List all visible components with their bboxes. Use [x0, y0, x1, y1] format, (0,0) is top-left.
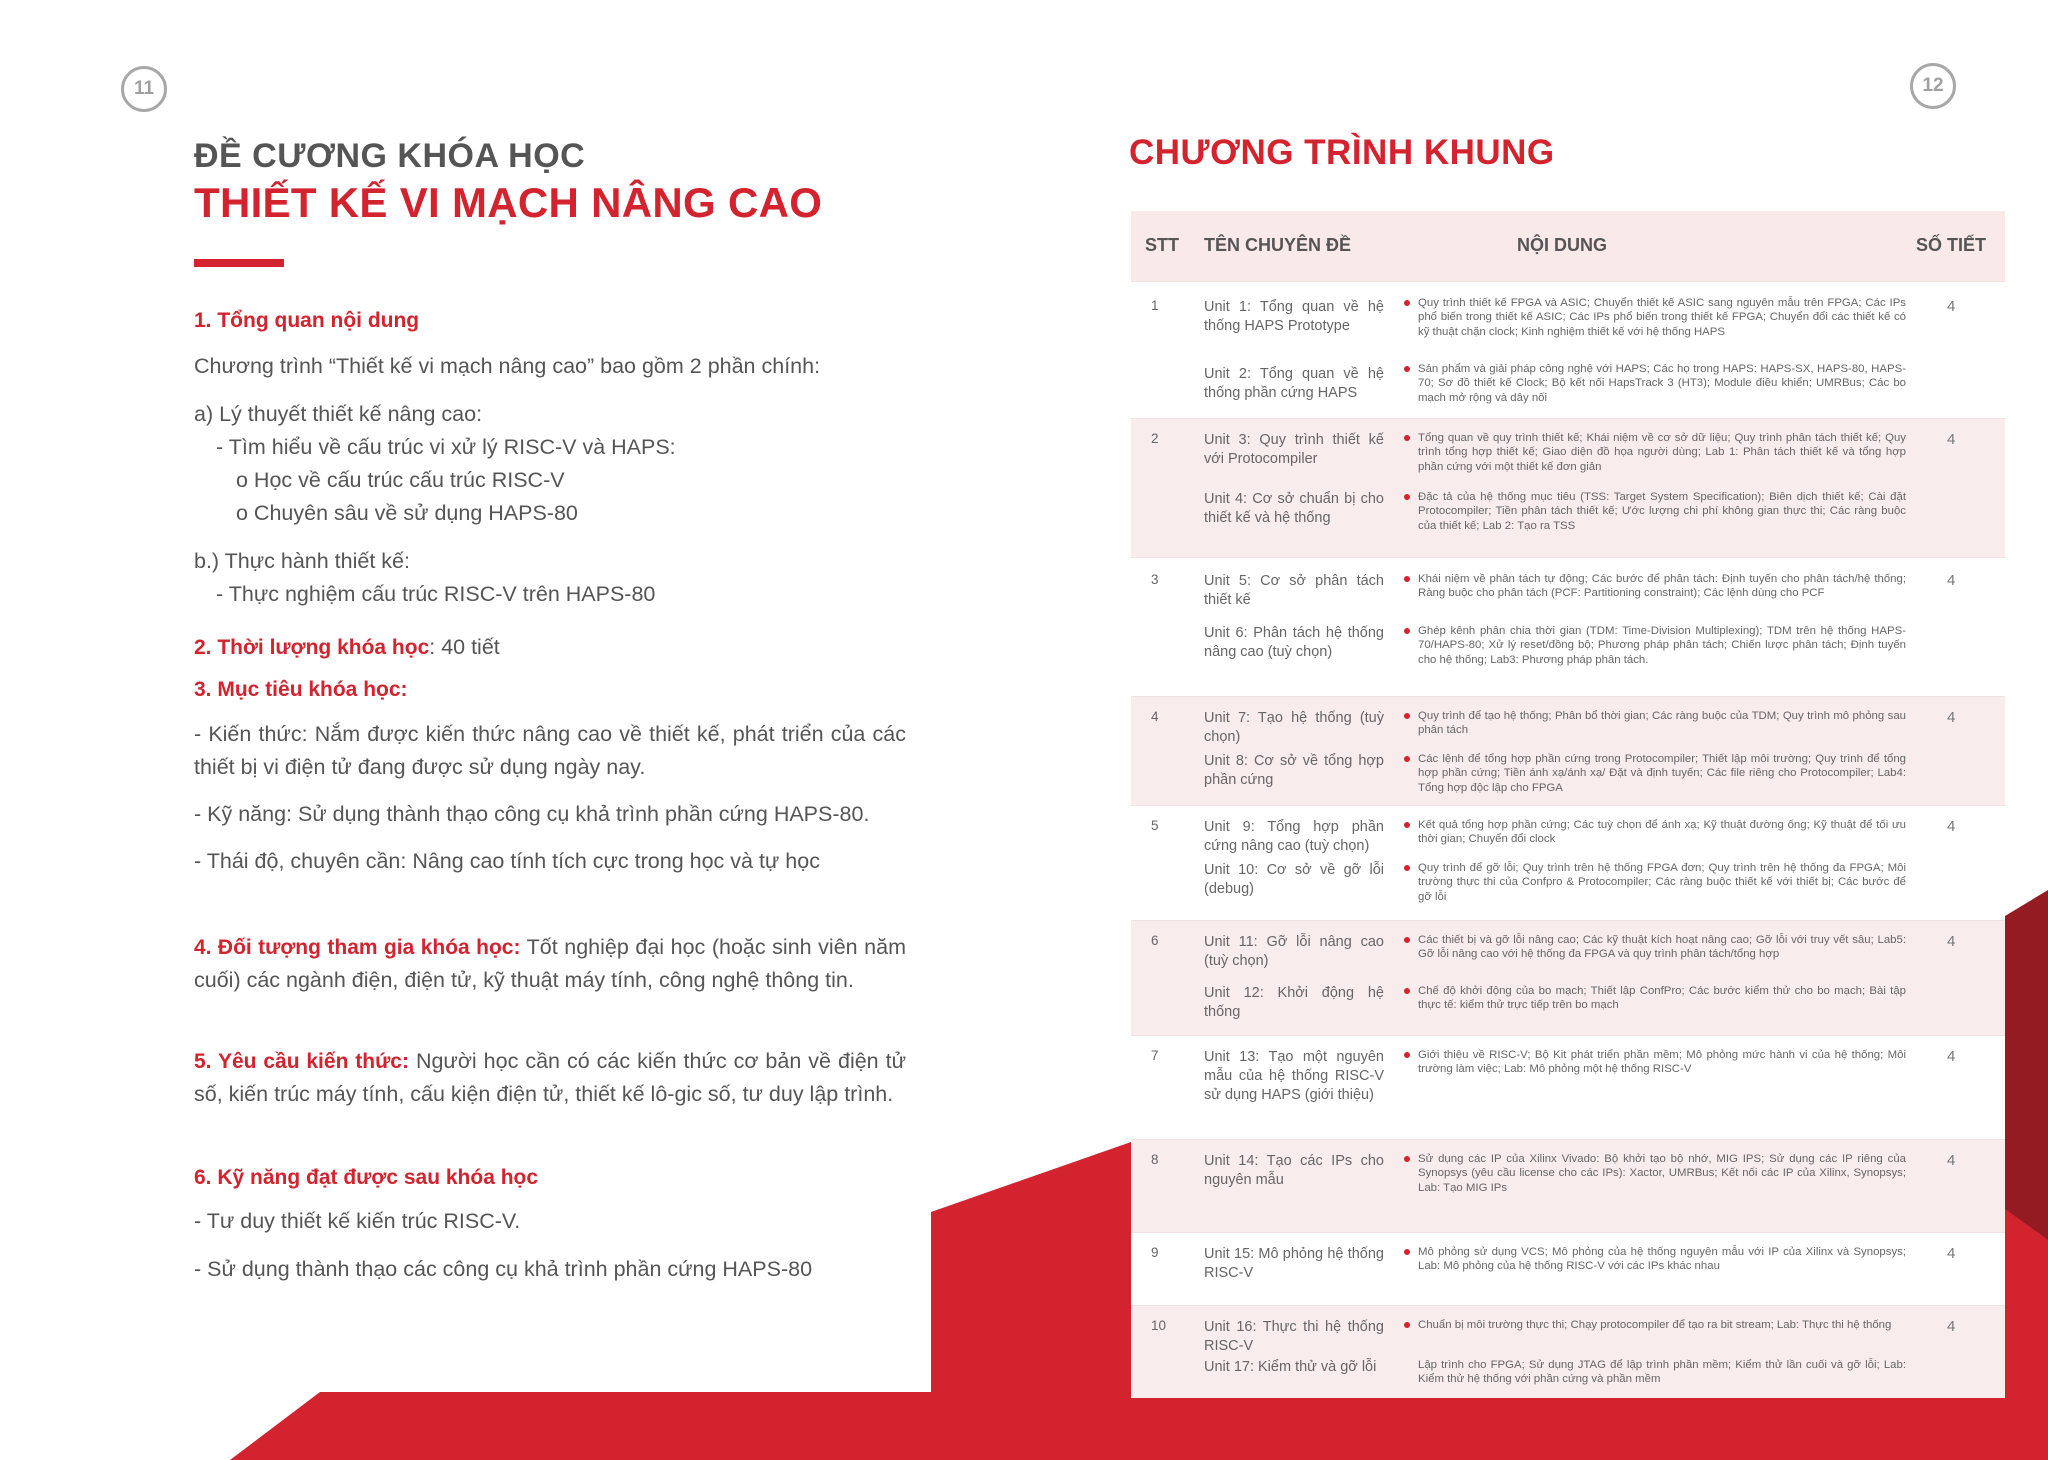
unit-name: Unit 17: Kiểm thử và gỡ lỗi	[1204, 1359, 1377, 1375]
header-stt: STT	[1145, 235, 1179, 255]
table-row	[1131, 281, 2005, 418]
row-number: 5	[1151, 818, 1159, 833]
bullet-icon	[1404, 300, 1410, 306]
outcome-item: - Tư duy thiết kế kiến trúc RISC-V.	[194, 1209, 521, 1233]
row-hours: 4	[1947, 431, 1956, 448]
row-number: 9	[1151, 1245, 1159, 1260]
objective-skills: - Kỹ năng: Sử dụng thành thạo công cụ khả trình phần cứng HAPS-80.	[194, 802, 870, 826]
table-row	[1131, 1305, 2005, 1398]
header-hours: SỐ TIẾT	[1916, 235, 1987, 255]
unit-content: Các lệnh để tổng hợp phần cứng trong Protocompiler; Thiết lập môi trường; Quy trình để tổng hợp phần cứng; Tiền ánh xạ/ánh xạ/ Đặt và định tuyến; Các file riêng cho Protocompiler; Lab4: Tổng hợp độc lập cho FPGA	[1418, 753, 1906, 794]
curriculum-title: CHƯƠNG TRÌNH KHUNG	[1129, 133, 1555, 172]
row-hours: 4	[1947, 818, 1956, 835]
section-duration	[194, 631, 500, 664]
unit-name: Unit 9: Tổng hợp phần cứng nâng cao (tuỳ chọn)	[1204, 819, 1384, 854]
unit-content: Quy trình thiết kế FPGA và ASIC; Chuyển thiết kế ASIC sang nguyên mẫu trên FPGA; Các IPs phổ biến trong thiết kế ASIC; Các IPs phổ biến trong thiết kế FPGA; Chuyển đổi các thiết kế có kỹ thuật chặn clock; Kinh nghiệm thiết kế với hệ thống HAPS	[1418, 297, 1906, 338]
unit-name: Unit 8: Cơ sở về tổng hợp phần cứng	[1204, 753, 1384, 788]
part-b-item: - Thực nghiệm cấu trúc RISC-V trên HAPS-80	[216, 582, 656, 606]
table-row	[1131, 1139, 2005, 1232]
unit-content: Các thiết bị và gỡ lỗi nâng cao; Các kỹ thuật kích hoạt nâng cao; Gỡ lỗi với truy vết sâu; Lab5: Gỡ lỗi nâng cao với hệ thống đa FPGA và quy trình phân tách/tổng hợp	[1418, 934, 1906, 961]
unit-name: Unit 4: Cơ sở chuẩn bị cho thiết kế và hệ thống	[1204, 491, 1384, 526]
objective-attitude: - Thái độ, chuyên cần: Nâng cao tính tích cực trong học và tự học	[194, 849, 820, 873]
unit-content: Tổng quan về quy trình thiết kế; Khái niệm về cơ sở dữ liệu; Quy trình phân tách thiết kế; Quy trình tổng hợp thiết kế; Giao diện đồ họa người dùng; Lab 1: Phân tách thiết kế và tổng hợp phần cứng với một thiết kế đơn giản	[1418, 432, 1906, 473]
unit-content: Quy trình để gỡ lỗi; Quy trình trên hệ thống FPGA đơn; Quy trình trên hệ thống đa FPGA; Môi trường thực thi của Confpro & Protocompiler; Các ràng buộc thiết kế với thiết bị; Các bước để gỡ lỗi	[1418, 862, 1906, 903]
table-header	[1131, 211, 2005, 281]
unit-name: Unit 13: Tạo một nguyên mẫu của hệ thống RISC-V sử dụng HAPS (giới thiệu)	[1204, 1049, 1384, 1103]
dark-red-band-shape	[2005, 890, 2048, 1240]
bullet-icon	[1404, 494, 1410, 500]
row-hours: 4	[1947, 709, 1956, 726]
course-title: THIẾT KẾ VI MẠCH NÂNG CAO	[194, 179, 823, 226]
unit-content: Chế độ khởi động của bo mạch; Thiết lập ConfPro; Các bước kiểm thử cho bo mạch; Bài tập thực tế: kiểm thử trực tiếp trên bo mạch	[1418, 985, 1906, 1012]
row-number: 1	[1151, 298, 1159, 313]
unit-name: Unit 14: Tạo các IPs cho nguyên mẫu	[1204, 1153, 1384, 1188]
unit-name: Unit 5: Cơ sở phân tách thiết kế	[1204, 573, 1384, 608]
prerequisites-text: Người học cần có các kiến thức cơ bản về điện tử số, kiến trúc máy tính, cấu kiện điện tử, thiết kế lô-gic số, tư duy lập trình.	[194, 1049, 906, 1106]
red-right-edge-shape	[2005, 1209, 2048, 1460]
bullet-icon	[1404, 713, 1410, 719]
row-hours: 4	[1947, 1048, 1956, 1065]
title-underline	[194, 259, 284, 267]
bullet-icon	[1404, 435, 1410, 441]
bullet-icon	[1404, 1322, 1410, 1328]
row-hours: 4	[1947, 1245, 1956, 1262]
table-body	[1131, 281, 2005, 1398]
bullet-icon	[1404, 822, 1410, 828]
bullet-icon	[1404, 1156, 1410, 1162]
row-number: 10	[1151, 1318, 1167, 1333]
unit-name: Unit 10: Cơ sở về gỡ lỗi (debug)	[1204, 862, 1384, 897]
unit-name: Unit 1: Tổng quan về hệ thống HAPS Prototype	[1204, 299, 1384, 334]
table-row	[1131, 557, 2005, 696]
unit-name: Unit 11: Gỡ lỗi nâng cao (tuỳ chọn)	[1204, 934, 1384, 969]
unit-name: Unit 12: Khởi động hệ thống	[1204, 985, 1384, 1020]
bullet-icon	[1404, 366, 1410, 372]
unit-content: Kết quả tổng hợp phần cứng; Các tuỳ chọn để ánh xạ; Kỹ thuật đường ống; Kỹ thuật để tối ưu thời gian; Chuyển đổi clock	[1418, 819, 1906, 846]
page-number-left: 11	[121, 66, 167, 112]
part-a-subitem: o Học về cấu trúc cấu trúc RISC-V	[236, 468, 565, 492]
unit-content: Sử dụng các IP của Xilinx Vivado: Bộ khởi tạo bộ nhớ, MIG IPS; Sử dụng các IP riêng của Synopsys (yêu cầu license cho các IPs): Xactor, UMRBus; Kết nối các IP của Xilinx, Synopsys; Lab: Tạo MIG IPs	[1418, 1153, 1906, 1194]
bullet-icon	[1404, 576, 1410, 582]
section-prerequisites	[194, 1045, 906, 1111]
unit-content: Khái niệm về phân tách tự động; Các bước để phân tách: Định tuyến cho phân tách/hệ thống; Ràng buộc cho phân tách (PCF: Partitioning constraint); Các lệnh dùng cho PCF	[1418, 573, 1906, 600]
row-hours: 4	[1947, 572, 1956, 589]
row-number: 2	[1151, 431, 1159, 446]
bullet-icon	[1404, 628, 1410, 634]
row-number: 8	[1151, 1152, 1159, 1167]
unit-name: Unit 6: Phân tách hệ thống nâng cao (tuỳ chọn)	[1204, 625, 1384, 660]
duration-value: : 40 tiết	[429, 635, 500, 659]
part-b-label: b.) Thực hành thiết kế:	[194, 549, 410, 573]
bullet-icon	[1404, 756, 1410, 762]
section-audience	[194, 931, 906, 997]
table-row	[1131, 418, 2005, 557]
bullet-icon	[1404, 1249, 1410, 1255]
part-a-label: a) Lý thuyết thiết kế nâng cao:	[194, 402, 483, 426]
unit-content: Sản phẩm và giải pháp công nghệ với HAPS; Các họ trong HAPS: HAPS-SX, HAPS-80, HAPS-70; Sơ đồ thiết kế Clock; Bộ kết nối HapsTrack 3 (HT3); Module điều khiển; UMRBus; Các bo mạch mở rộng và dây nối	[1418, 363, 1906, 404]
table-row	[1131, 920, 2005, 1035]
part-a-subitem: o Chuyên sâu về sử dụng HAPS-80	[236, 501, 578, 525]
bullet-icon	[1404, 1052, 1410, 1058]
curriculum-table	[1131, 211, 2005, 1398]
unit-content: Mô phỏng sử dụng VCS; Mô phỏng của hệ thống nguyên mẫu với IP của Xilinx và Synopsys; Lab: Mô phỏng của hệ thống RISC-V với các IPs khác nhau	[1418, 1246, 1906, 1273]
table-row	[1131, 1232, 2005, 1305]
unit-name: Unit 7: Tạo hệ thống (tuỳ chọn)	[1204, 710, 1384, 745]
section-outcomes	[194, 1166, 906, 1286]
bullet-icon	[1404, 937, 1410, 943]
table-row	[1131, 805, 2005, 920]
unit-name: Unit 15: Mô phỏng hệ thống RISC-V	[1204, 1246, 1384, 1281]
row-hours: 4	[1947, 933, 1956, 950]
row-number: 3	[1151, 572, 1159, 587]
section-heading: 2. Thời lượng khóa học	[194, 636, 430, 659]
outcome-item: - Sử dụng thành thạo các công cụ khả trình phần cứng HAPS-80	[194, 1257, 813, 1281]
overview-intro: Chương trình “Thiết kế vi mạch nâng cao” bao gồm 2 phần chính:	[194, 354, 821, 378]
row-number: 7	[1151, 1048, 1159, 1063]
bullet-icon	[1404, 865, 1410, 871]
row-number: 4	[1151, 709, 1159, 724]
part-a-item: - Tìm hiểu về cấu trúc vi xử lý RISC-V và HAPS:	[216, 435, 676, 459]
row-hours: 4	[1947, 298, 1956, 315]
page-number-right: 12	[1910, 63, 1956, 109]
header-topic: TÊN CHUYÊN ĐỀ	[1204, 235, 1352, 255]
section-heading: 6. Kỹ năng đạt được sau khóa học	[194, 1166, 539, 1189]
unit-name: Unit 3: Quy trình thiết kế với Protocompiler	[1204, 432, 1384, 467]
unit-name: Unit 2: Tổng quan về hệ thống phần cứng HAPS	[1204, 366, 1384, 401]
audience-text: Tốt nghiệp đại học (hoặc sinh viên năm cuối) các ngành điện, điện tử, kỹ thuật máy tính, công nghệ thông tin.	[194, 935, 906, 992]
section-heading: 4. Đối tượng tham gia khóa học:	[194, 936, 521, 959]
course-outline	[194, 135, 906, 1281]
section-heading: 5. Yêu cầu kiến thức:	[194, 1050, 409, 1073]
bullet-icon	[1404, 988, 1410, 994]
unit-content: Ghép kênh phân chia thời gian (TDM: Time-Division Multiplexing); TDM trên hệ thống HAPS-70/HAPS-80; Xử lý reset/đồng bộ; Phương pháp phân tách; Chiến lược phân tách; Định tuyến cho hệ thống; Lab3: Phương pháp phân tách.	[1418, 625, 1906, 666]
objective-knowledge: - Kiến thức: Nắm được kiến thức nâng cao về thiết kế, phát triển của các thiết bị vi điện tử đang được sử dụng ngày nay.	[194, 722, 906, 779]
section-objectives	[194, 678, 906, 878]
table-row	[1131, 696, 2005, 805]
header-content: NỘI DUNG	[1517, 235, 1607, 255]
table-row	[1131, 1035, 2005, 1139]
section-heading: 3. Mục tiêu khóa học:	[194, 678, 408, 701]
outline-subtitle: ĐỀ CƯƠNG KHÓA HỌC	[194, 137, 586, 175]
section-overview	[194, 309, 906, 611]
row-number: 6	[1151, 933, 1159, 948]
section-heading: 1. Tổng quan nội dung	[194, 309, 420, 332]
unit-content: Giới thiệu về RISC-V; Bộ Kit phát triển phần mềm; Mô phỏng mức hành vi của hệ thống; Môi trường làm việc; Lab: Mô phỏng một hệ thống RISC-V	[1418, 1049, 1906, 1076]
unit-name: Unit 16: Thực thi hệ thống RISC-V	[1204, 1319, 1384, 1354]
unit-content: Lập trình cho FPGA; Sử dụng JTAG để lập trình phần mềm; Kiểm thử lần cuối và gỡ lỗi; Lab: Kiểm thử hệ thống với phần cứng và phần mềm	[1418, 1359, 1906, 1386]
unit-content: Quy trình để tạo hệ thống; Phân bổ thời gian; Các ràng buộc của TDM; Quy trình mô phỏng sau phân tách	[1418, 710, 1906, 737]
row-hours: 4	[1947, 1318, 1956, 1335]
unit-content: Chuẩn bị môi trường thực thi; Chạy protocompiler để tạo ra bit stream; Lab: Thực thi hệ thống	[1418, 1319, 1892, 1331]
row-hours: 4	[1947, 1152, 1956, 1169]
unit-content: Đặc tả của hệ thống mục tiêu (TSS: Target System Specification); Biên dịch thiết kế; Cài đặt Protocompiler; Tiền phân tách thiết kế; Ước lượng chi phí không gian thực thi; Các ràng buộc của thiết kế; Lab 2: Tạo ra TSS	[1418, 491, 1906, 532]
